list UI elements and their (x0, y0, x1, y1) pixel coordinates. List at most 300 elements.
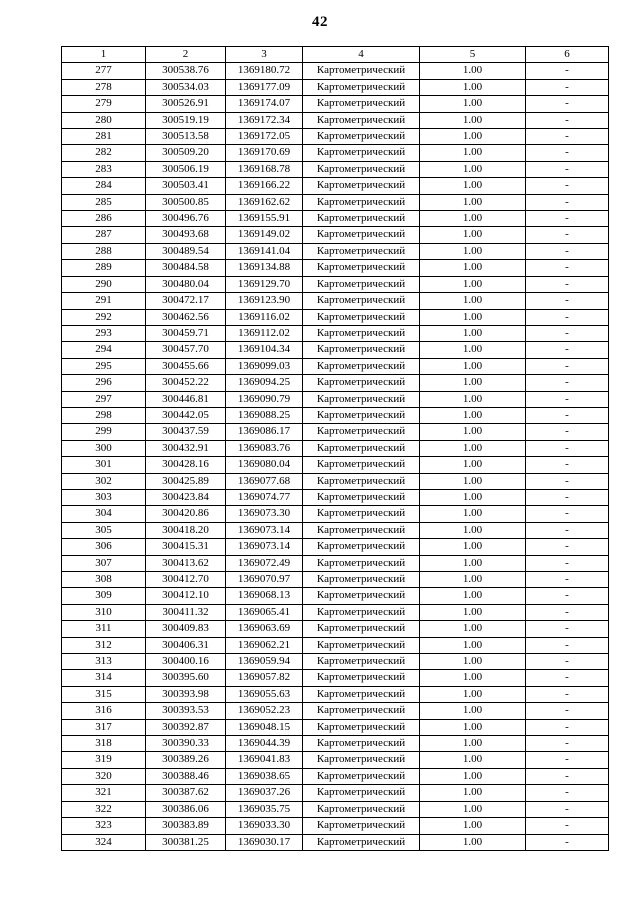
point-number-cell: 300 (62, 440, 146, 456)
method-cell: Картометрический (303, 539, 420, 555)
point-number-cell: 314 (62, 670, 146, 686)
x-coordinate-cell: 300388.46 (146, 768, 226, 784)
x-coordinate-cell: 300519.19 (146, 112, 226, 128)
note-cell: - (526, 457, 609, 473)
method-cell: Картометрический (303, 178, 420, 194)
y-coordinate-cell: 1369155.91 (226, 211, 303, 227)
method-cell: Картометрический (303, 309, 420, 325)
method-cell: Картометрический (303, 834, 420, 850)
x-coordinate-cell: 300412.10 (146, 588, 226, 604)
note-cell: - (526, 342, 609, 358)
table-row (62, 276, 609, 292)
table-row (62, 79, 609, 95)
table-row (62, 473, 609, 489)
column-header-3: 3 (226, 47, 303, 63)
y-coordinate-cell: 1369088.25 (226, 407, 303, 423)
accuracy-cell: 1.00 (420, 604, 526, 620)
y-coordinate-cell: 1369055.63 (226, 686, 303, 702)
y-coordinate-cell: 1369073.14 (226, 539, 303, 555)
x-coordinate-cell: 300462.56 (146, 309, 226, 325)
note-cell: - (526, 424, 609, 440)
note-cell: - (526, 670, 609, 686)
y-coordinate-cell: 1369168.78 (226, 161, 303, 177)
y-coordinate-cell: 1369177.09 (226, 79, 303, 95)
note-cell: - (526, 801, 609, 817)
x-coordinate-cell: 300484.58 (146, 260, 226, 276)
table-header-row (62, 47, 609, 63)
y-coordinate-cell: 1369099.03 (226, 358, 303, 374)
method-cell: Картометрический (303, 325, 420, 341)
point-number-cell: 298 (62, 407, 146, 423)
x-coordinate-cell: 300412.70 (146, 572, 226, 588)
y-coordinate-cell: 1369037.26 (226, 785, 303, 801)
point-number-cell: 294 (62, 342, 146, 358)
y-coordinate-cell: 1369090.79 (226, 391, 303, 407)
table-row (62, 588, 609, 604)
accuracy-cell: 1.00 (420, 112, 526, 128)
method-cell: Картометрический (303, 654, 420, 670)
x-coordinate-cell: 300452.22 (146, 375, 226, 391)
point-number-cell: 296 (62, 375, 146, 391)
table-row (62, 768, 609, 784)
point-number-cell: 304 (62, 506, 146, 522)
point-number-cell: 316 (62, 703, 146, 719)
accuracy-cell: 1.00 (420, 440, 526, 456)
note-cell: - (526, 243, 609, 259)
y-coordinate-cell: 1369080.04 (226, 457, 303, 473)
note-cell: - (526, 654, 609, 670)
note-cell: - (526, 161, 609, 177)
column-header-4: 4 (303, 47, 420, 63)
accuracy-cell: 1.00 (420, 818, 526, 834)
point-number-cell: 295 (62, 358, 146, 374)
point-number-cell: 311 (62, 621, 146, 637)
table-row (62, 211, 609, 227)
method-cell: Картометрический (303, 506, 420, 522)
point-number-cell: 324 (62, 834, 146, 850)
x-coordinate-cell: 300534.03 (146, 79, 226, 95)
note-cell: - (526, 473, 609, 489)
table-row (62, 506, 609, 522)
y-coordinate-cell: 1369123.90 (226, 293, 303, 309)
accuracy-cell: 1.00 (420, 834, 526, 850)
accuracy-cell: 1.00 (420, 522, 526, 538)
x-coordinate-cell: 300513.58 (146, 129, 226, 145)
page-number: 42 (312, 14, 328, 30)
y-coordinate-cell: 1369070.97 (226, 572, 303, 588)
y-coordinate-cell: 1369149.02 (226, 227, 303, 243)
method-cell: Картометрический (303, 572, 420, 588)
table-row (62, 539, 609, 555)
method-cell: Картометрический (303, 227, 420, 243)
table-row (62, 325, 609, 341)
table-row (62, 736, 609, 752)
x-coordinate-cell: 300425.89 (146, 473, 226, 489)
y-coordinate-cell: 1369077.68 (226, 473, 303, 489)
point-number-cell: 278 (62, 79, 146, 95)
table-row (62, 719, 609, 735)
note-cell: - (526, 572, 609, 588)
table-row (62, 440, 609, 456)
note-cell: - (526, 818, 609, 834)
y-coordinate-cell: 1369162.62 (226, 194, 303, 210)
method-cell: Картометрический (303, 293, 420, 309)
method-cell: Картометрический (303, 194, 420, 210)
note-cell: - (526, 276, 609, 292)
accuracy-cell: 1.00 (420, 194, 526, 210)
point-number-cell: 320 (62, 768, 146, 784)
y-coordinate-cell: 1369104.34 (226, 342, 303, 358)
point-number-cell: 315 (62, 686, 146, 702)
x-coordinate-cell: 300381.25 (146, 834, 226, 850)
table-row (62, 161, 609, 177)
note-cell: - (526, 506, 609, 522)
point-number-cell: 283 (62, 161, 146, 177)
note-cell: - (526, 736, 609, 752)
method-cell: Картометрический (303, 63, 420, 79)
accuracy-cell: 1.00 (420, 178, 526, 194)
note-cell: - (526, 211, 609, 227)
y-coordinate-cell: 1369180.72 (226, 63, 303, 79)
table-row (62, 260, 609, 276)
y-coordinate-cell: 1369035.75 (226, 801, 303, 817)
table-row (62, 785, 609, 801)
x-coordinate-cell: 300390.33 (146, 736, 226, 752)
accuracy-cell: 1.00 (420, 768, 526, 784)
note-cell: - (526, 293, 609, 309)
x-coordinate-cell: 300393.98 (146, 686, 226, 702)
table-row (62, 112, 609, 128)
accuracy-cell: 1.00 (420, 654, 526, 670)
accuracy-cell: 1.00 (420, 670, 526, 686)
table-row (62, 358, 609, 374)
column-header-6: 6 (526, 47, 609, 63)
y-coordinate-cell: 1369041.83 (226, 752, 303, 768)
y-coordinate-cell: 1369068.13 (226, 588, 303, 604)
table-body (62, 63, 609, 851)
note-cell: - (526, 194, 609, 210)
accuracy-cell: 1.00 (420, 293, 526, 309)
y-coordinate-cell: 1369044.39 (226, 736, 303, 752)
accuracy-cell: 1.00 (420, 145, 526, 161)
point-number-cell: 308 (62, 572, 146, 588)
note-cell: - (526, 375, 609, 391)
x-coordinate-cell: 300432.91 (146, 440, 226, 456)
table-row (62, 818, 609, 834)
point-number-cell: 309 (62, 588, 146, 604)
table-row (62, 63, 609, 79)
method-cell: Картометрический (303, 604, 420, 620)
point-number-cell: 291 (62, 293, 146, 309)
y-coordinate-cell: 1369083.76 (226, 440, 303, 456)
accuracy-cell: 1.00 (420, 801, 526, 817)
accuracy-cell: 1.00 (420, 342, 526, 358)
table-row (62, 801, 609, 817)
x-coordinate-cell: 300411.32 (146, 604, 226, 620)
accuracy-cell: 1.00 (420, 375, 526, 391)
method-cell: Картометрический (303, 161, 420, 177)
note-cell: - (526, 407, 609, 423)
x-coordinate-cell: 300496.76 (146, 211, 226, 227)
point-number-cell: 307 (62, 555, 146, 571)
accuracy-cell: 1.00 (420, 276, 526, 292)
table-row (62, 129, 609, 145)
note-cell: - (526, 129, 609, 145)
note-cell: - (526, 227, 609, 243)
method-cell: Картометрический (303, 129, 420, 145)
accuracy-cell: 1.00 (420, 703, 526, 719)
note-cell: - (526, 489, 609, 505)
note-cell: - (526, 522, 609, 538)
table-row (62, 342, 609, 358)
table-row (62, 309, 609, 325)
note-cell: - (526, 621, 609, 637)
x-coordinate-cell: 300503.41 (146, 178, 226, 194)
accuracy-cell: 1.00 (420, 719, 526, 735)
point-number-cell: 302 (62, 473, 146, 489)
x-coordinate-cell: 300489.54 (146, 243, 226, 259)
table-row (62, 194, 609, 210)
y-coordinate-cell: 1369073.14 (226, 522, 303, 538)
method-cell: Картометрический (303, 736, 420, 752)
x-coordinate-cell: 300383.89 (146, 818, 226, 834)
x-coordinate-cell: 300386.06 (146, 801, 226, 817)
accuracy-cell: 1.00 (420, 588, 526, 604)
x-coordinate-cell: 300428.16 (146, 457, 226, 473)
y-coordinate-cell: 1369038.65 (226, 768, 303, 784)
table-row (62, 686, 609, 702)
point-number-cell: 297 (62, 391, 146, 407)
note-cell: - (526, 686, 609, 702)
method-cell: Картометрический (303, 243, 420, 259)
accuracy-cell: 1.00 (420, 555, 526, 571)
x-coordinate-cell: 300392.87 (146, 719, 226, 735)
point-number-cell: 305 (62, 522, 146, 538)
column-header-1: 1 (62, 47, 146, 63)
accuracy-cell: 1.00 (420, 211, 526, 227)
note-cell: - (526, 309, 609, 325)
method-cell: Картометрический (303, 801, 420, 817)
accuracy-cell: 1.00 (420, 309, 526, 325)
method-cell: Картометрический (303, 391, 420, 407)
note-cell: - (526, 703, 609, 719)
table-row (62, 391, 609, 407)
y-coordinate-cell: 1369030.17 (226, 834, 303, 850)
y-coordinate-cell: 1369086.17 (226, 424, 303, 440)
accuracy-cell: 1.00 (420, 63, 526, 79)
x-coordinate-cell: 300446.81 (146, 391, 226, 407)
accuracy-cell: 1.00 (420, 161, 526, 177)
method-cell: Картометрический (303, 440, 420, 456)
column-header-2: 2 (146, 47, 226, 63)
point-number-cell: 299 (62, 424, 146, 440)
method-cell: Картометрический (303, 211, 420, 227)
y-coordinate-cell: 1369073.30 (226, 506, 303, 522)
table-row (62, 243, 609, 259)
method-cell: Картометрический (303, 424, 420, 440)
note-cell: - (526, 325, 609, 341)
y-coordinate-cell: 1369172.34 (226, 112, 303, 128)
x-coordinate-cell: 300480.04 (146, 276, 226, 292)
method-cell: Картометрический (303, 457, 420, 473)
table-row (62, 522, 609, 538)
table-row (62, 555, 609, 571)
accuracy-cell: 1.00 (420, 539, 526, 555)
accuracy-cell: 1.00 (420, 752, 526, 768)
point-number-cell: 318 (62, 736, 146, 752)
method-cell: Картометрический (303, 489, 420, 505)
method-cell: Картометрический (303, 670, 420, 686)
y-coordinate-cell: 1369129.70 (226, 276, 303, 292)
point-number-cell: 310 (62, 604, 146, 620)
point-number-cell: 292 (62, 309, 146, 325)
accuracy-cell: 1.00 (420, 79, 526, 95)
y-coordinate-cell: 1369072.49 (226, 555, 303, 571)
table-row (62, 489, 609, 505)
point-number-cell: 281 (62, 129, 146, 145)
note-cell: - (526, 96, 609, 112)
note-cell: - (526, 785, 609, 801)
method-cell: Картометрический (303, 686, 420, 702)
table-row (62, 752, 609, 768)
accuracy-cell: 1.00 (420, 457, 526, 473)
method-cell: Картометрический (303, 703, 420, 719)
table-row (62, 407, 609, 423)
note-cell: - (526, 63, 609, 79)
x-coordinate-cell: 300406.31 (146, 637, 226, 653)
accuracy-cell: 1.00 (420, 572, 526, 588)
table-row (62, 621, 609, 637)
method-cell: Картометрический (303, 637, 420, 653)
accuracy-cell: 1.00 (420, 358, 526, 374)
table-row (62, 637, 609, 653)
x-coordinate-cell: 300423.84 (146, 489, 226, 505)
note-cell: - (526, 834, 609, 850)
y-coordinate-cell: 1369116.02 (226, 309, 303, 325)
x-coordinate-cell: 300493.68 (146, 227, 226, 243)
point-number-cell: 306 (62, 539, 146, 555)
point-number-cell: 279 (62, 96, 146, 112)
method-cell: Картометрический (303, 752, 420, 768)
method-cell: Картометрический (303, 785, 420, 801)
point-number-cell: 289 (62, 260, 146, 276)
method-cell: Картометрический (303, 375, 420, 391)
note-cell: - (526, 719, 609, 735)
note-cell: - (526, 555, 609, 571)
method-cell: Картометрический (303, 145, 420, 161)
point-number-cell: 323 (62, 818, 146, 834)
x-coordinate-cell: 300472.17 (146, 293, 226, 309)
point-number-cell: 312 (62, 637, 146, 653)
table-row (62, 96, 609, 112)
y-coordinate-cell: 1369170.69 (226, 145, 303, 161)
accuracy-cell: 1.00 (420, 325, 526, 341)
accuracy-cell: 1.00 (420, 260, 526, 276)
table-row (62, 604, 609, 620)
note-cell: - (526, 440, 609, 456)
accuracy-cell: 1.00 (420, 785, 526, 801)
method-cell: Картометрический (303, 588, 420, 604)
y-coordinate-cell: 1369065.41 (226, 604, 303, 620)
x-coordinate-cell: 300418.20 (146, 522, 226, 538)
point-number-cell: 317 (62, 719, 146, 735)
y-coordinate-cell: 1369033.30 (226, 818, 303, 834)
accuracy-cell: 1.00 (420, 407, 526, 423)
note-cell: - (526, 391, 609, 407)
table-row (62, 178, 609, 194)
y-coordinate-cell: 1369062.21 (226, 637, 303, 653)
note-cell: - (526, 178, 609, 194)
point-number-cell: 286 (62, 211, 146, 227)
point-number-cell: 319 (62, 752, 146, 768)
x-coordinate-cell: 300415.31 (146, 539, 226, 555)
accuracy-cell: 1.00 (420, 424, 526, 440)
accuracy-cell: 1.00 (420, 736, 526, 752)
note-cell: - (526, 539, 609, 555)
table-row (62, 572, 609, 588)
accuracy-cell: 1.00 (420, 489, 526, 505)
point-number-cell: 290 (62, 276, 146, 292)
x-coordinate-cell: 300413.62 (146, 555, 226, 571)
point-number-cell: 303 (62, 489, 146, 505)
table-row (62, 375, 609, 391)
x-coordinate-cell: 300437.59 (146, 424, 226, 440)
point-number-cell: 277 (62, 63, 146, 79)
method-cell: Картометрический (303, 407, 420, 423)
method-cell: Картометрический (303, 358, 420, 374)
accuracy-cell: 1.00 (420, 227, 526, 243)
x-coordinate-cell: 300509.20 (146, 145, 226, 161)
note-cell: - (526, 145, 609, 161)
y-coordinate-cell: 1369059.94 (226, 654, 303, 670)
y-coordinate-cell: 1369057.82 (226, 670, 303, 686)
table-row (62, 227, 609, 243)
x-coordinate-cell: 300389.26 (146, 752, 226, 768)
y-coordinate-cell: 1369172.05 (226, 129, 303, 145)
table-row (62, 457, 609, 473)
coordinates-table (61, 46, 609, 851)
method-cell: Картометрический (303, 473, 420, 489)
accuracy-cell: 1.00 (420, 686, 526, 702)
accuracy-cell: 1.00 (420, 637, 526, 653)
x-coordinate-cell: 300442.05 (146, 407, 226, 423)
point-number-cell: 285 (62, 194, 146, 210)
point-number-cell: 288 (62, 243, 146, 259)
point-number-cell: 284 (62, 178, 146, 194)
y-coordinate-cell: 1369074.77 (226, 489, 303, 505)
x-coordinate-cell: 300506.19 (146, 161, 226, 177)
x-coordinate-cell: 300455.66 (146, 358, 226, 374)
method-cell: Картометрический (303, 522, 420, 538)
accuracy-cell: 1.00 (420, 96, 526, 112)
y-coordinate-cell: 1369174.07 (226, 96, 303, 112)
method-cell: Картометрический (303, 96, 420, 112)
note-cell: - (526, 260, 609, 276)
y-coordinate-cell: 1369052.23 (226, 703, 303, 719)
accuracy-cell: 1.00 (420, 506, 526, 522)
y-coordinate-cell: 1369141.04 (226, 243, 303, 259)
method-cell: Картометрический (303, 555, 420, 571)
x-coordinate-cell: 300500.85 (146, 194, 226, 210)
point-number-cell: 322 (62, 801, 146, 817)
column-header-5: 5 (420, 47, 526, 63)
x-coordinate-cell: 300457.70 (146, 342, 226, 358)
table-row (62, 703, 609, 719)
y-coordinate-cell: 1369094.25 (226, 375, 303, 391)
method-cell: Картометрический (303, 276, 420, 292)
note-cell: - (526, 358, 609, 374)
x-coordinate-cell: 300526.91 (146, 96, 226, 112)
